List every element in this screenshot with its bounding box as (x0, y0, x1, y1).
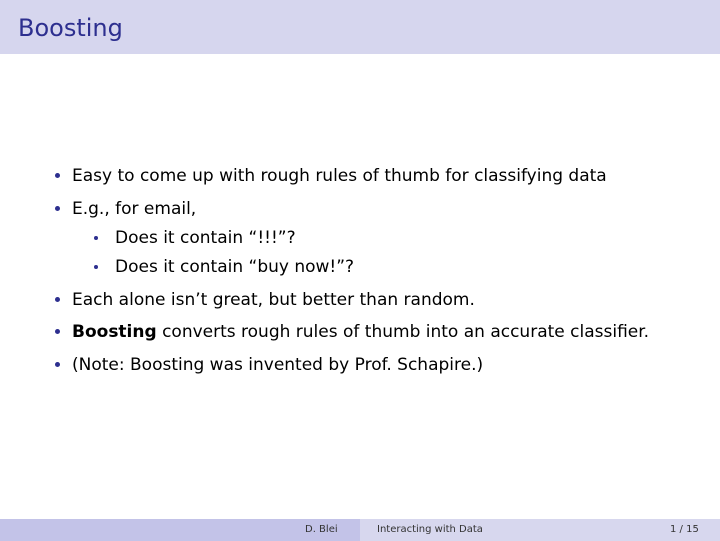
sub-bullet-dot-icon (94, 236, 98, 240)
bullet-text-rest: converts rough rules of thumb into an accurate classifier. (156, 322, 650, 342)
bullet-text: Each alone isn’t great, but better than random. (72, 290, 475, 310)
bullet-dot-icon (55, 329, 60, 334)
bullet-text: (Note: Boosting was invented by Prof. Schapire.) (72, 355, 484, 375)
footer-author: D. Blei (305, 524, 338, 535)
footer-title: Interacting with Data (377, 524, 483, 535)
slide-footer (0, 519, 720, 541)
bullet-dot-icon (55, 362, 60, 367)
sub-bullet-dot-icon (94, 265, 98, 269)
bullet-text: E.g., for email, (72, 199, 197, 219)
slide-title: Boosting (18, 14, 123, 42)
footer-page-number: 1 / 15 (670, 524, 699, 535)
bullet-text (72, 322, 649, 342)
bullet-dot-icon (55, 206, 60, 211)
sub-bullet-text: Does it contain “buy now!”? (115, 257, 355, 277)
bullet-text: Easy to come up with rough rules of thumb for classifying data (72, 166, 607, 186)
bullet-dot-icon (55, 297, 60, 302)
bullet-bold-term: Boosting (72, 322, 157, 342)
sub-bullet-text: Does it contain “!!!”? (115, 228, 296, 248)
bullet-dot-icon (55, 173, 60, 178)
